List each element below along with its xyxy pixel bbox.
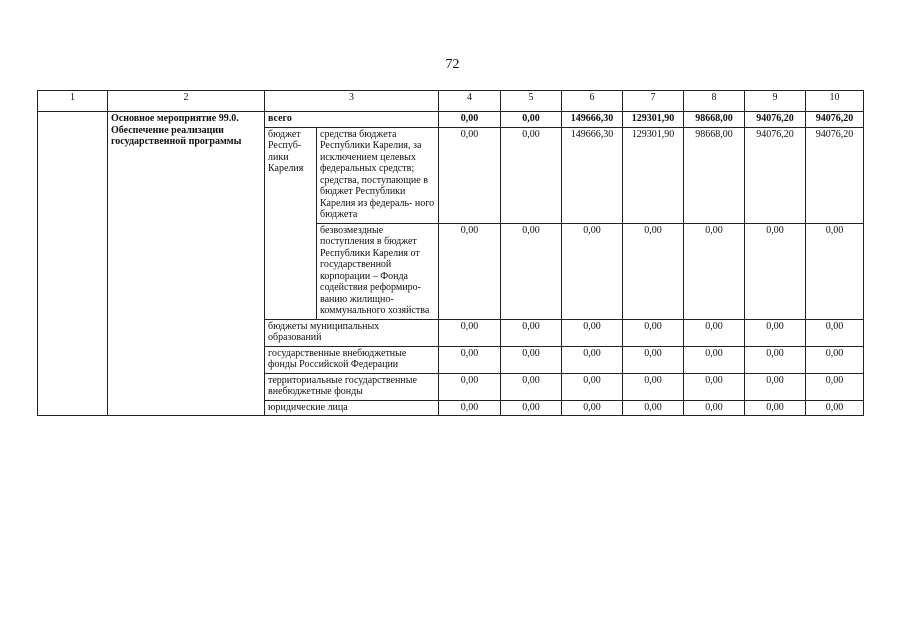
value-cell: 0,00 [501, 346, 562, 373]
value-cell: 0,00 [684, 319, 745, 346]
header-row [38, 91, 864, 112]
value-cell: 0,00 [623, 346, 684, 373]
code-cell [38, 112, 108, 416]
header-cell: 2 [108, 91, 265, 112]
header-cell: 7 [623, 91, 684, 112]
header-cell: 9 [745, 91, 806, 112]
value-cell: 0,00 [439, 223, 501, 319]
value-cell: 0,00 [684, 373, 745, 400]
value-cell: 98668,00 [684, 112, 745, 128]
value-cell: 0,00 [806, 223, 864, 319]
value-cell: 0,00 [623, 223, 684, 319]
value-cell: 0,00 [806, 346, 864, 373]
header-cell: 8 [684, 91, 745, 112]
header-cell: 1 [38, 91, 108, 112]
value-cell: 0,00 [745, 223, 806, 319]
row-label: всего [265, 112, 439, 128]
regional-budget-label: бюджет Респуб- лики Карелия [265, 127, 317, 319]
value-cell: 0,00 [623, 373, 684, 400]
value-cell: 94076,20 [745, 127, 806, 223]
header-cell: 10 [806, 91, 864, 112]
funding-table [37, 90, 864, 416]
value-cell: 0,00 [501, 112, 562, 128]
value-cell: 0,00 [623, 319, 684, 346]
header-cell: 6 [562, 91, 623, 112]
value-cell: 0,00 [684, 223, 745, 319]
row-label: государственные внебюджетные фонды Российской Федерации [265, 346, 439, 373]
row-label: безвозмездные поступления в бюджет Республики Карелия от государственной корпорации – Фонда содействия реформиро- ванию жилищно- коммунального хозяйства [317, 223, 439, 319]
row-label: бюджеты муниципальных образований [265, 319, 439, 346]
value-cell: 0,00 [623, 400, 684, 416]
value-cell: 149666,30 [562, 127, 623, 223]
value-cell: 0,00 [439, 127, 501, 223]
value-cell: 129301,90 [623, 127, 684, 223]
value-cell: 0,00 [745, 319, 806, 346]
header-cell: 4 [439, 91, 501, 112]
value-cell: 0,00 [439, 112, 501, 128]
value-cell: 149666,30 [562, 112, 623, 128]
header-cell: 3 [265, 91, 439, 112]
value-cell: 0,00 [562, 400, 623, 416]
event-name-cell: Основное мероприятие 99.0. Обеспечение реализации государственной программы [108, 112, 265, 416]
value-cell: 0,00 [745, 346, 806, 373]
value-cell: 0,00 [745, 400, 806, 416]
value-cell: 98668,00 [684, 127, 745, 223]
value-cell: 0,00 [684, 400, 745, 416]
value-cell: 0,00 [439, 319, 501, 346]
value-cell: 0,00 [501, 319, 562, 346]
value-cell: 0,00 [562, 319, 623, 346]
value-cell: 0,00 [562, 373, 623, 400]
table-row-total [38, 112, 864, 128]
row-label: юридические лица [265, 400, 439, 416]
value-cell: 94076,20 [745, 112, 806, 128]
value-cell: 94076,20 [806, 112, 864, 128]
value-cell: 129301,90 [623, 112, 684, 128]
value-cell: 0,00 [684, 346, 745, 373]
value-cell: 0,00 [562, 223, 623, 319]
row-label: территориальные государственные внебюджетные фонды [265, 373, 439, 400]
header-cell: 5 [501, 91, 562, 112]
value-cell: 0,00 [745, 373, 806, 400]
value-cell: 0,00 [562, 346, 623, 373]
value-cell: 0,00 [439, 400, 501, 416]
value-cell: 0,00 [439, 373, 501, 400]
value-cell: 0,00 [501, 373, 562, 400]
value-cell: 0,00 [806, 400, 864, 416]
value-cell: 0,00 [806, 373, 864, 400]
value-cell: 94076,20 [806, 127, 864, 223]
value-cell: 0,00 [501, 223, 562, 319]
row-label: средства бюджета Республики Карелия, за исключением целевых федеральных средств; средства, поступающие в бюджет Республики Карелия из федераль- ного бюджета [317, 127, 439, 223]
value-cell: 0,00 [439, 346, 501, 373]
value-cell: 0,00 [501, 127, 562, 223]
value-cell: 0,00 [806, 319, 864, 346]
value-cell: 0,00 [501, 400, 562, 416]
page-number: 72 [445, 57, 460, 72]
